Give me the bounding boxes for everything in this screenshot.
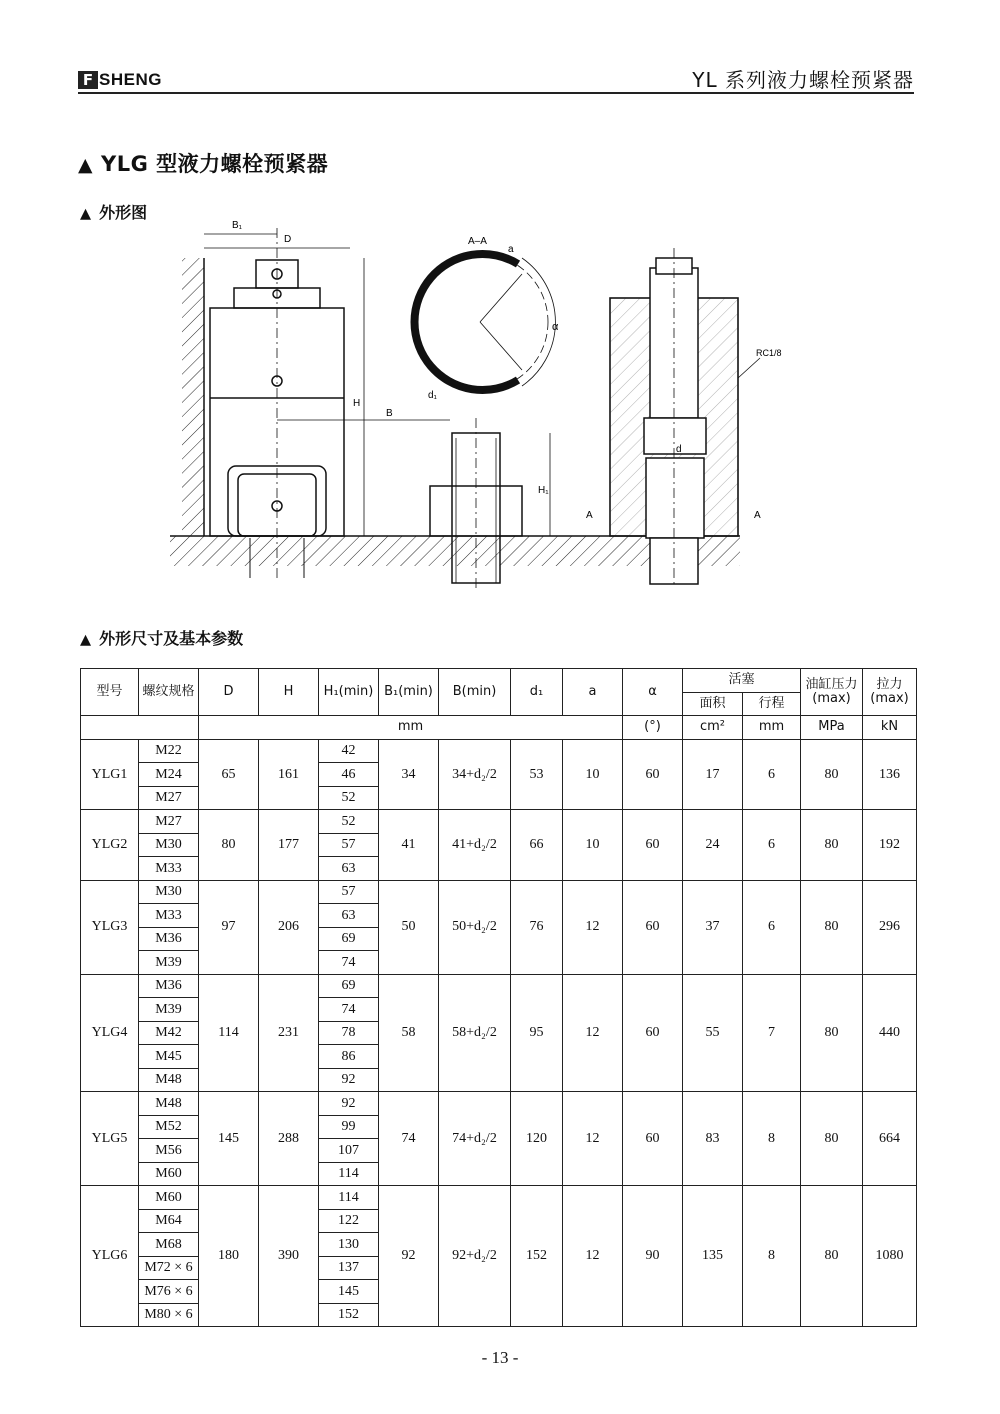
cell-h1: 114 — [319, 1162, 379, 1186]
table-row — [81, 810, 917, 834]
table-row — [81, 739, 917, 763]
dim-label-h1: H₁ — [538, 485, 549, 496]
cell-pressure: 80 — [801, 810, 863, 881]
cell-b1: 34 — [379, 739, 439, 810]
cell-thread: M33 — [139, 857, 199, 881]
cell-stroke: 8 — [743, 1092, 801, 1186]
cell-b1: 58 — [379, 974, 439, 1092]
header-a: a — [563, 669, 623, 716]
cell-a: 12 — [563, 974, 623, 1092]
cell-thread: M24 — [139, 763, 199, 787]
cell-h: 231 — [259, 974, 319, 1092]
cell-thread: M72 × 6 — [139, 1256, 199, 1280]
table-row — [81, 1092, 917, 1116]
cell-b: 74+d₂/2 — [439, 1092, 511, 1186]
page-header — [78, 58, 914, 94]
cell-b1: 74 — [379, 1092, 439, 1186]
cell-area: 17 — [683, 739, 743, 810]
cell-thread: M22 — [139, 739, 199, 763]
cell-thread: M76 × 6 — [139, 1280, 199, 1304]
cell-h: 288 — [259, 1092, 319, 1186]
dim-label-d: D — [284, 234, 292, 245]
cell-h1: 130 — [319, 1233, 379, 1257]
table-row — [81, 1186, 917, 1210]
cell-force: 136 — [863, 739, 917, 810]
dim-label-b: B — [386, 408, 393, 419]
cell-b: 58+d₂/2 — [439, 974, 511, 1092]
cell-thread: M27 — [139, 810, 199, 834]
cell-stroke: 7 — [743, 974, 801, 1092]
unit-cm2: cm² — [683, 716, 743, 740]
cell-h1: 122 — [319, 1209, 379, 1233]
unit-empty — [81, 716, 199, 740]
cell-model: YLG3 — [81, 880, 139, 974]
cell-h1: 46 — [319, 763, 379, 787]
cell-h: 161 — [259, 739, 319, 810]
cell-h: 177 — [259, 810, 319, 881]
cell-model: YLG5 — [81, 1092, 139, 1186]
cell-thread: M36 — [139, 927, 199, 951]
cell-thread: M52 — [139, 1115, 199, 1139]
cell-thread: M48 — [139, 1068, 199, 1092]
cell-stroke: 6 — [743, 739, 801, 810]
unit-kn: kN — [863, 716, 917, 740]
cell-b: 92+d₂/2 — [439, 1186, 511, 1327]
cell-d1: 95 — [511, 974, 563, 1092]
cell-pressure: 80 — [801, 1092, 863, 1186]
technical-drawing — [150, 208, 782, 588]
cell-force: 192 — [863, 810, 917, 881]
unit-mpa: MPa — [801, 716, 863, 740]
header-force: 拉力(max) — [863, 669, 917, 716]
cell-thread: M36 — [139, 974, 199, 998]
cell-area: 135 — [683, 1186, 743, 1327]
cell-force: 296 — [863, 880, 917, 974]
section-heading-outline: ▲ 外形图 — [80, 203, 148, 222]
cell-thread: M45 — [139, 1045, 199, 1069]
cell-d: 180 — [199, 1186, 259, 1327]
cell-thread: M42 — [139, 1021, 199, 1045]
cell-area: 24 — [683, 810, 743, 881]
cell-h1: 57 — [319, 833, 379, 857]
cell-h1: 69 — [319, 927, 379, 951]
cell-b1: 41 — [379, 810, 439, 881]
spec-table — [80, 668, 917, 1327]
cell-h1: 99 — [319, 1115, 379, 1139]
unit-stroke-mm: mm — [743, 716, 801, 740]
cell-thread: M80 × 6 — [139, 1303, 199, 1327]
cell-h1: 92 — [319, 1092, 379, 1116]
cell-h: 390 — [259, 1186, 319, 1327]
cell-d: 145 — [199, 1092, 259, 1186]
table-row — [81, 974, 917, 998]
page-title: ▲ YLG 型液力螺栓预紧器 — [78, 152, 329, 176]
cell-a: 10 — [563, 739, 623, 810]
brand-mark: F — [78, 71, 98, 89]
cell-h1: 114 — [319, 1186, 379, 1210]
cell-h1: 52 — [319, 810, 379, 834]
cell-h1: 42 — [319, 739, 379, 763]
header-piston: 活塞 — [683, 669, 801, 693]
cell-h1: 63 — [319, 857, 379, 881]
cell-h1: 78 — [319, 1021, 379, 1045]
page-number: - 13 - — [481, 1348, 519, 1367]
cell-thread: M39 — [139, 951, 199, 975]
cell-d: 65 — [199, 739, 259, 810]
cell-d: 80 — [199, 810, 259, 881]
cell-thread: M39 — [139, 998, 199, 1022]
cell-h1: 69 — [319, 974, 379, 998]
cell-pressure: 80 — [801, 974, 863, 1092]
brand-logo — [78, 70, 162, 90]
triangle-icon: ▲ — [78, 154, 94, 176]
wall-hatch — [182, 258, 204, 536]
brand-text: SHENG — [99, 70, 162, 89]
cell-area: 37 — [683, 880, 743, 974]
cell-d1: 152 — [511, 1186, 563, 1327]
unit-degree: (°) — [623, 716, 683, 740]
header-h: H — [259, 669, 319, 716]
header-d1: d₁ — [511, 669, 563, 716]
header-stroke: 行程 — [743, 692, 801, 716]
cell-pressure: 80 — [801, 739, 863, 810]
dim-label-d1: d₁ — [428, 390, 437, 401]
cell-h1: 52 — [319, 786, 379, 810]
cell-force: 1080 — [863, 1186, 917, 1327]
cell-h: 206 — [259, 880, 319, 974]
cell-alpha: 60 — [623, 974, 683, 1092]
section-aa-ring — [412, 254, 555, 390]
cell-d: 97 — [199, 880, 259, 974]
cell-h1: 107 — [319, 1139, 379, 1163]
cell-thread: M30 — [139, 833, 199, 857]
cell-d1: 53 — [511, 739, 563, 810]
header-area: 面积 — [683, 692, 743, 716]
dim-label-alpha: α — [552, 321, 559, 333]
cell-model: YLG6 — [81, 1186, 139, 1327]
header-d: D — [199, 669, 259, 716]
cell-thread: M68 — [139, 1233, 199, 1257]
cell-alpha: 60 — [623, 1092, 683, 1186]
header-thread: 螺纹规格 — [139, 669, 199, 716]
cell-pressure: 80 — [801, 1186, 863, 1327]
triangle-icon: ▲ — [80, 206, 92, 222]
cell-thread: M64 — [139, 1209, 199, 1233]
cell-h1: 57 — [319, 880, 379, 904]
cell-d: 114 — [199, 974, 259, 1092]
table-row — [81, 880, 917, 904]
cell-h1: 92 — [319, 1068, 379, 1092]
triangle-icon: ▲ — [80, 632, 92, 648]
cell-thread: M30 — [139, 880, 199, 904]
section-marker-a-left: A — [586, 510, 593, 521]
header-b1: B₁(min) — [379, 669, 439, 716]
cell-force: 440 — [863, 974, 917, 1092]
dim-label-h: H — [353, 398, 361, 409]
cell-thread: M27 — [139, 786, 199, 810]
cell-alpha: 60 — [623, 880, 683, 974]
cell-b: 41+d₂/2 — [439, 810, 511, 881]
cell-a: 12 — [563, 880, 623, 974]
cell-h1: 145 — [319, 1280, 379, 1304]
cell-b: 50+d₂/2 — [439, 880, 511, 974]
section-heading-params: ▲ 外形尺寸及基本参数 — [80, 629, 244, 648]
cell-stroke: 6 — [743, 810, 801, 881]
cell-b1: 92 — [379, 1186, 439, 1327]
unit-mm: mm — [199, 716, 623, 740]
tensioner-side-view — [210, 228, 344, 578]
dim-label-d-section: d — [676, 444, 682, 455]
cell-a: 12 — [563, 1092, 623, 1186]
cell-alpha: 90 — [623, 1186, 683, 1327]
port-label-rc: RC1/8 — [756, 348, 782, 358]
cell-thread: M48 — [139, 1092, 199, 1116]
cell-a: 10 — [563, 810, 623, 881]
header-model: 型号 — [81, 669, 139, 716]
cell-thread: M33 — [139, 904, 199, 928]
cell-d1: 76 — [511, 880, 563, 974]
cell-model: YLG4 — [81, 974, 139, 1092]
header-title: YL 系列液力螺栓预紧器 — [692, 68, 914, 92]
cell-model: YLG1 — [81, 739, 139, 810]
header-b: B(min) — [439, 669, 511, 716]
cell-h1: 74 — [319, 951, 379, 975]
cell-h1: 86 — [319, 1045, 379, 1069]
header-pressure: 油缸压力(max) — [801, 669, 863, 716]
cell-pressure: 80 — [801, 880, 863, 974]
cell-h1: 152 — [319, 1303, 379, 1327]
cell-area: 83 — [683, 1092, 743, 1186]
cell-alpha: 60 — [623, 739, 683, 810]
cell-thread: M60 — [139, 1162, 199, 1186]
cell-stroke: 6 — [743, 880, 801, 974]
header-alpha: α — [623, 669, 683, 716]
cell-thread: M56 — [139, 1139, 199, 1163]
cell-b: 34+d₂/2 — [439, 739, 511, 810]
dim-label-a: a — [508, 244, 514, 255]
section-label-aa: A–A — [468, 236, 487, 247]
cell-alpha: 60 — [623, 810, 683, 881]
cell-b1: 50 — [379, 880, 439, 974]
header-h1: H₁(min) — [319, 669, 379, 716]
cell-a: 12 — [563, 1186, 623, 1327]
cell-h1: 137 — [319, 1256, 379, 1280]
cell-h1: 63 — [319, 904, 379, 928]
cell-model: YLG2 — [81, 810, 139, 881]
cell-h1: 74 — [319, 998, 379, 1022]
cell-area: 55 — [683, 974, 743, 1092]
cell-d1: 66 — [511, 810, 563, 881]
cell-thread: M60 — [139, 1186, 199, 1210]
cell-stroke: 8 — [743, 1186, 801, 1327]
section-marker-a-right: A — [754, 510, 761, 521]
dim-label-b1: B₁ — [232, 220, 243, 231]
cell-d1: 120 — [511, 1092, 563, 1186]
cell-force: 664 — [863, 1092, 917, 1186]
